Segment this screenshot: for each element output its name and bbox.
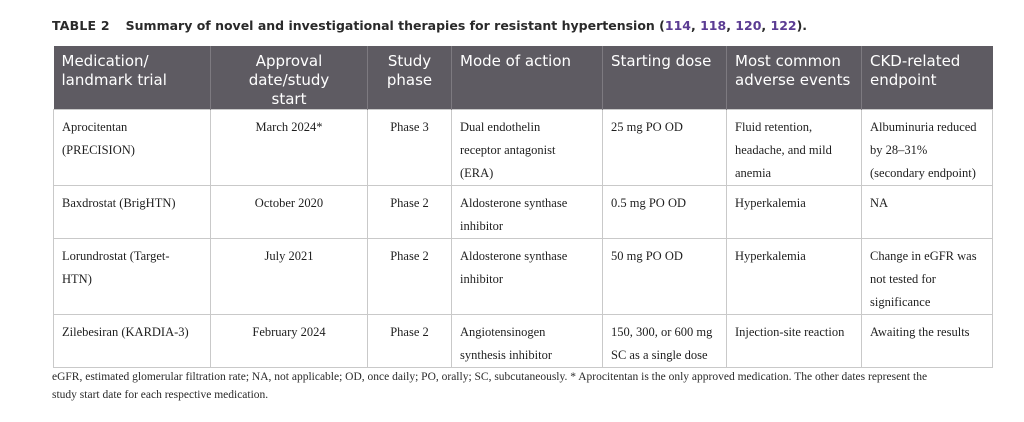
footnote-line-2: study start date for each respective medication. [52,389,269,401]
cell-date: March 2024* [211,110,368,186]
cell-medication: Zilebesiran (KARDIA-3) [54,315,211,368]
header-approval-date: Approval date/study start [211,46,368,110]
table-caption: TABLE 2 Summary of novel and investigational therapies for resistant hypertension (114, 118, 120, 122). [52,18,808,33]
table-title: Summary of novel and investigational therapies for resistant hypertension [125,18,655,33]
cell-adverse: Hyperkalemia [727,239,862,315]
table-label: TABLE 2 [52,18,110,33]
cell-adverse: Hyperkalemia [727,186,862,239]
table-row [54,186,993,239]
cell-medication: Baxdrostat (BrigHTN) [54,186,211,239]
cell-mode: Aldosterone synthase inhibitor [452,239,603,315]
cell-endpoint: NA [862,186,993,239]
cell-dose: 0.5 mg PO OD [603,186,727,239]
reference-link-120[interactable]: 120 [735,18,762,33]
cell-dose: 150, 300, or 600 mg SC as a single dose [603,315,727,368]
header-study-phase: Study phase [368,46,452,110]
table-row [54,110,993,186]
cell-phase: Phase 2 [368,186,452,239]
cell-mode: Aldosterone synthase inhibitor [452,186,603,239]
cell-mode: Dual endothelin receptor antagonist (ERA) [452,110,603,186]
reference-link-122[interactable]: 122 [770,18,797,33]
header-starting-dose: Starting dose [603,46,727,110]
table-row [54,315,993,368]
reference-link-118[interactable]: 118 [700,18,727,33]
table-footnote [52,368,987,404]
cell-mode: Angiotensinogen synthesis inhibitor [452,315,603,368]
cell-endpoint: Awaiting the results [862,315,993,368]
footnote-line-1: eGFR, estimated glomerular filtration rate; NA, not applicable; OD, once daily; PO, orally; SC, subcutaneously. * Aprocitentan is the only approved medication. The other dates represent the [52,371,928,383]
cell-dose: 50 mg PO OD [603,239,727,315]
header-mode-of-action: Mode of action [452,46,603,110]
cell-date: October 2020 [211,186,368,239]
header-ckd-endpoint: CKD-related endpoint [862,46,993,110]
cell-adverse: Injection-site reaction [727,315,862,368]
table-row [54,239,993,315]
cell-phase: Phase 3 [368,110,452,186]
cell-phase: Phase 2 [368,315,452,368]
cell-phase: Phase 2 [368,239,452,315]
therapies-table [53,46,993,368]
cell-endpoint: Albuminuria reduced by 28–31% (secondary endpoint) [862,110,993,186]
header-medication: Medication/ landmark trial [54,46,211,110]
cell-date: July 2021 [211,239,368,315]
header-adverse-events: Most common adverse events [727,46,862,110]
reference-link-114[interactable]: 114 [664,18,691,33]
cell-dose: 25 mg PO OD [603,110,727,186]
table-header-row [54,46,993,110]
cell-date: February 2024 [211,315,368,368]
cell-endpoint: Change in eGFR was not tested for significance [862,239,993,315]
cell-medication: Aprocitentan (PRECISION) [54,110,211,186]
cell-medication: Lorundrostat (Target- HTN) [54,239,211,315]
cell-adverse: Fluid retention, headache, and mild anemia [727,110,862,186]
